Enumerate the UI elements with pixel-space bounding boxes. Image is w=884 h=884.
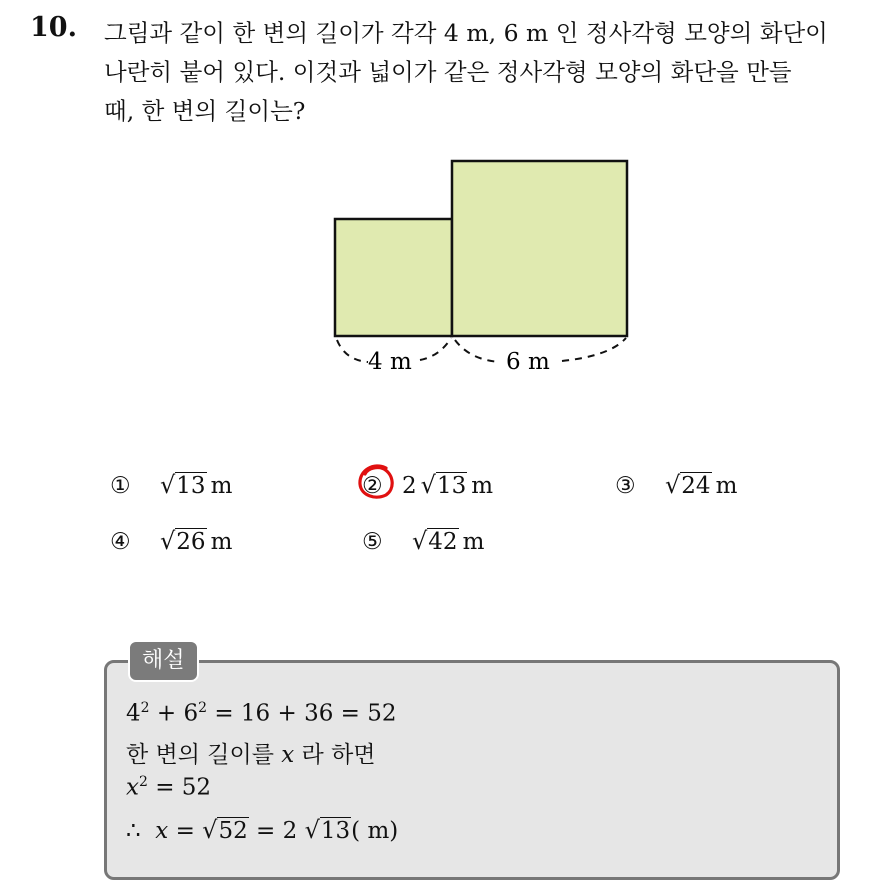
sqrt-expression (305, 816, 352, 844)
small-square (335, 219, 452, 336)
large-side-label: 6 m (506, 349, 550, 375)
radicand: 13 (176, 473, 206, 499)
unit: m (210, 473, 233, 499)
text-before-var: 한 변의 길이를 (126, 742, 274, 768)
sqrt-expression (665, 470, 712, 501)
radicand: 13 (436, 473, 467, 499)
choice-1[interactable] (110, 470, 232, 501)
sqrt-icon: √ (304, 816, 320, 844)
variable: x (281, 742, 295, 768)
solution-line-1 (126, 700, 397, 727)
unit: m (715, 473, 738, 499)
choice-number: ① (110, 473, 131, 499)
equation-rest: = 52 (155, 774, 212, 801)
radicand: 42 (428, 529, 458, 555)
text-after-var: 라 하면 (301, 742, 376, 768)
sqrt-icon: √ (420, 471, 436, 499)
exponent: 2 (138, 774, 148, 790)
sqrt-icon: √ (160, 527, 176, 555)
plus-sign: + (156, 700, 177, 727)
therefore-sign: ∴ (126, 818, 141, 844)
sqrt-expression (421, 470, 468, 501)
solution-tag: 해설 (128, 640, 199, 682)
choice-number: ② (362, 473, 383, 499)
sqrt-icon: √ (202, 816, 218, 844)
choice-3[interactable] (615, 470, 737, 501)
question-line-3: 때, 한 변의 길이는? (104, 97, 306, 125)
unit-paren: ( m) (351, 818, 399, 844)
sqrt-expression (160, 470, 207, 501)
choice-5[interactable] (362, 526, 484, 557)
equation-rest: = 16 + 36 = 52 (214, 700, 397, 727)
unit: m (471, 473, 494, 499)
sqrt-icon: √ (665, 471, 681, 499)
sqrt-expression (412, 526, 459, 557)
solution-line-2 (126, 736, 376, 769)
exponent: 2 (140, 700, 150, 716)
exponent: 2 (198, 700, 208, 716)
radicand: 24 (681, 473, 711, 499)
equals-coefficient: = 2 (256, 818, 298, 844)
solution-line-3 (126, 774, 211, 801)
large-square (452, 161, 627, 336)
solution-box (104, 660, 840, 880)
question-number: 10. (30, 12, 77, 43)
question-line-1: 그림과 같이 한 변의 길이가 각각 4 m, 6 m 인 정사각형 모양의 화단이 (104, 19, 828, 47)
choice-4[interactable] (110, 526, 232, 557)
small-side-label: 4 m (368, 349, 412, 375)
coefficient: 2 (402, 473, 417, 499)
unit: m (462, 529, 485, 555)
choice-number: ④ (110, 529, 131, 555)
answer-circle-mark (356, 462, 396, 502)
variable: x (126, 774, 139, 801)
choice-number: ⑤ (362, 529, 383, 555)
equals-sign: = (175, 818, 195, 844)
radicand: 52 (218, 818, 248, 844)
variable: x (155, 818, 169, 844)
choice-number: ③ (615, 473, 636, 499)
solution-line-4 (126, 816, 398, 844)
sqrt-icon: √ (412, 527, 428, 555)
base-b: 6 (183, 700, 199, 727)
sqrt-expression (202, 816, 249, 844)
base-a: 4 (126, 700, 141, 727)
question-line-2: 나란히 붙어 있다. 이것과 넓이가 같은 정사각형 모양의 화단을 만들 (104, 58, 792, 86)
radicand: 13 (320, 818, 351, 844)
sqrt-expression (160, 526, 207, 557)
unit: m (210, 529, 233, 555)
sqrt-icon: √ (160, 471, 176, 499)
radicand: 26 (176, 529, 206, 555)
